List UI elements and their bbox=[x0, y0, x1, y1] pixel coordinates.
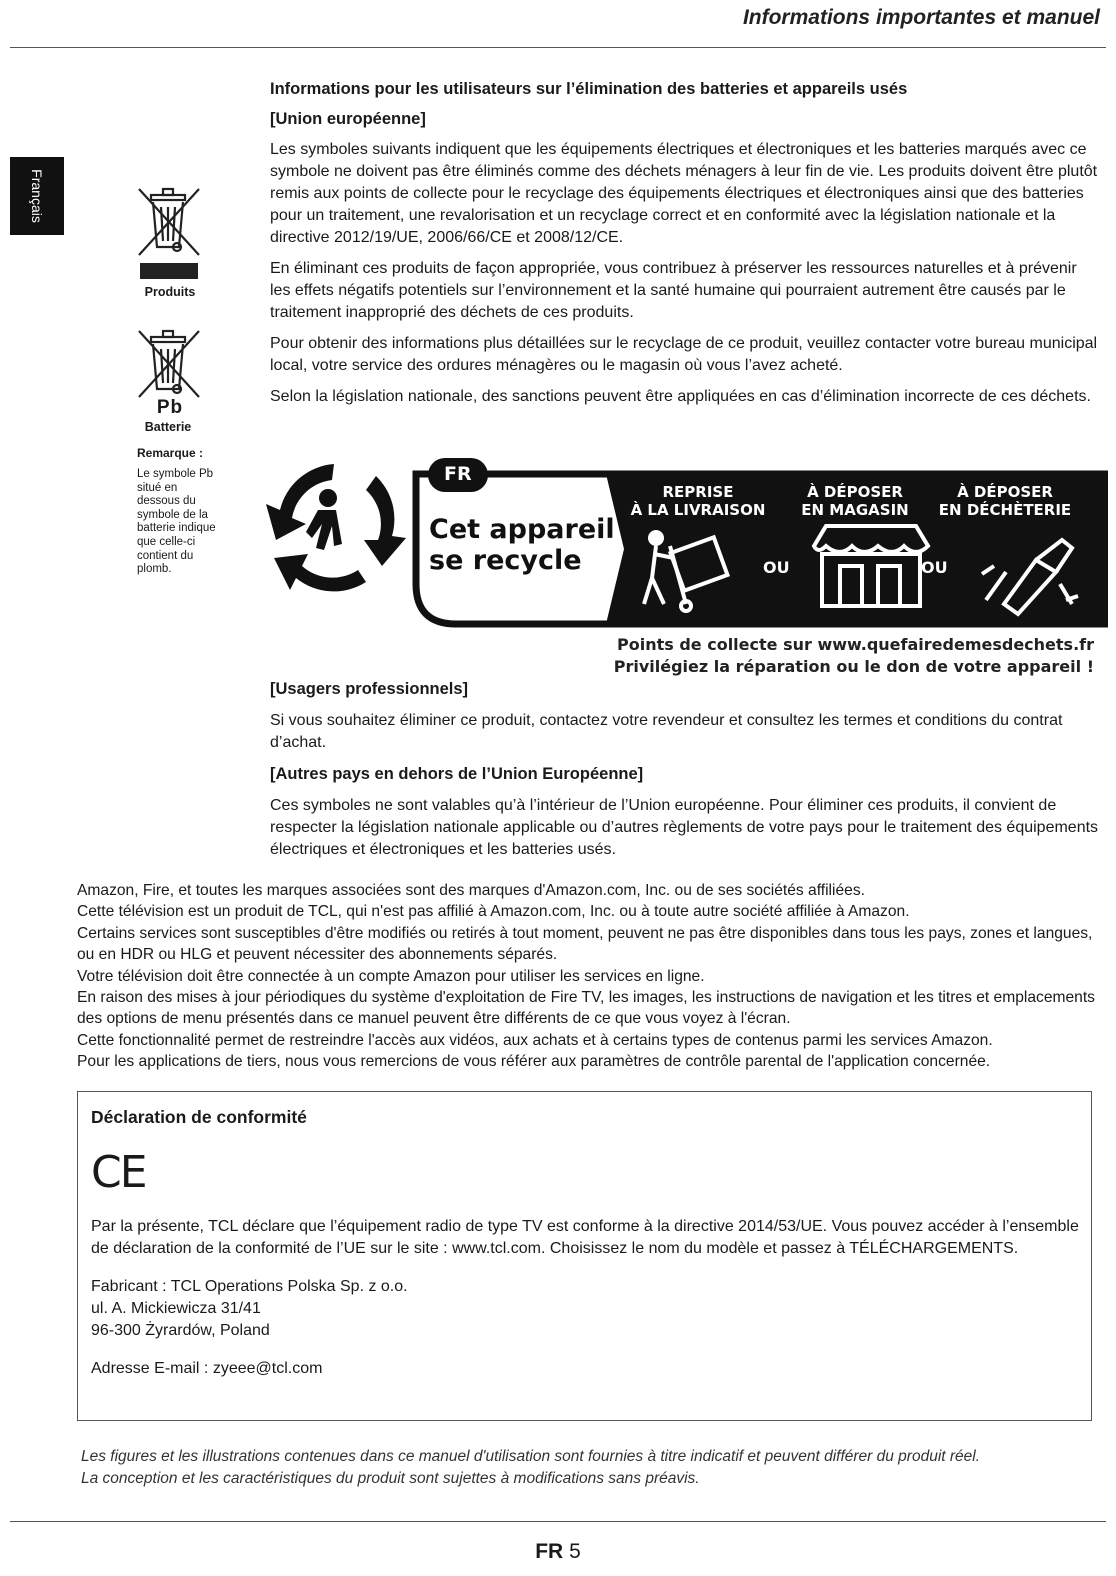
weee-product-icon bbox=[135, 185, 203, 285]
language-tab-label: Français bbox=[29, 169, 45, 223]
lead-symbol: Pb bbox=[156, 397, 184, 418]
amazon-line-6: Cette fonctionnalité permet de restreindre l'accès aux vidéos, aux achats et à certains types de contenus parmi les services Amazon. bbox=[77, 1031, 993, 1049]
page-index: 5 bbox=[569, 1540, 581, 1563]
or-label-2: OU bbox=[921, 558, 948, 577]
store-icon bbox=[814, 526, 928, 606]
page-prefix: FR bbox=[535, 1540, 564, 1563]
eu-heading: [Union européenne] bbox=[270, 110, 426, 128]
weee-battery-icon bbox=[135, 327, 203, 404]
amazon-line-4: Votre télévision doit être connectée à un compte Amazon pour utiliser les services en ligne. bbox=[77, 967, 705, 985]
option-dump-line2: EN DÉCHÈTERIE bbox=[938, 501, 1072, 519]
declaration-text: Par la présente, TCL déclare que l’équipement radio de type TV est conforme à la directive 2014/53/UE. Vous pouvez accéder à l’ensemble de déclaration de la conformité de l’UE sur le site : www.tcl.com. Choisissez le nom du modèle et passez à TÉLÉCHARGEMENTS. bbox=[91, 1218, 1079, 1257]
product-icon-label: Produits bbox=[144, 285, 196, 299]
manufacturer: Fabricant : TCL Operations Polska Sp. z o.o. bbox=[91, 1278, 408, 1295]
collection-points-line2: Privilégiez la réparation ou le don de votre appareil ! bbox=[613, 657, 1094, 676]
option-dump-line1: À DÉPOSER bbox=[957, 483, 1053, 501]
pro-heading: [Usagers professionnels] bbox=[270, 680, 469, 698]
remark-text: Le symbole Pb situé en dessous du symbole de la batterie indique que celle-ci contient du plomb. bbox=[137, 468, 216, 576]
amazon-notices bbox=[77, 880, 1107, 1073]
disclaimer-line-2: La conception et les caractéristiques du produit sont sujettes à modifications sans préavis. bbox=[81, 1470, 700, 1487]
amazon-line-3: Certains services sont susceptibles d'être modifiés ou retirés à tout moment, peuvent ne pas être disponibles dans tous les pays, zones et langues, ou en HDR ou HLG et peuvent nécessiter des abonnements séparés. bbox=[77, 924, 1093, 964]
language-tab bbox=[10, 157, 64, 235]
delivery-icon bbox=[644, 532, 727, 611]
other-heading: [Autres pays en dehors de l’Union Européenne] bbox=[270, 765, 644, 783]
amazon-line-2: Cette télévision est un produit de TCL, qui n'est pas affilié à Amazon.com, Inc. ou à toute autre société affiliée à Amazon. bbox=[77, 903, 910, 921]
option-store-line2: EN MAGASIN bbox=[801, 501, 909, 519]
option-delivery-line2: À LA LIVRAISON bbox=[630, 501, 766, 519]
contact-email: Adresse E-mail : zyeee@tcl.com bbox=[91, 1360, 323, 1377]
disclaimer-line-1: Les figures et les illustrations contenues dans ce manuel d'utilisation sont fournies à titre indicatif et peuvent différer du produit réel. bbox=[81, 1448, 981, 1465]
header-divider bbox=[10, 47, 1106, 48]
recycle-main-line2: se recycle bbox=[429, 545, 582, 576]
disposal-info-2 bbox=[270, 678, 1100, 861]
recycle-logo bbox=[266, 454, 1108, 684]
manufacturer-address-2: 96-300 Żyrardów, Poland bbox=[91, 1322, 270, 1339]
remark-title: Remarque : bbox=[137, 446, 204, 460]
eu-paragraph-2: En éliminant ces produits de façon appropriée, vous contribuez à préserver les ressources naturelles et à prévenir les effets négatifs potentiels sur l’environnement et la santé humaine qui pourraient autrement être causés par le traitement inapproprié des déchets de ces produits. bbox=[270, 260, 1077, 321]
declaration-title: Déclaration de conformité bbox=[91, 1107, 307, 1127]
amazon-line-1: Amazon, Fire, et toutes les marques associées sont des marques d'Amazon.com, Inc. ou de ses sociétés affiliées. bbox=[77, 882, 865, 899]
dump-icon bbox=[982, 540, 1078, 614]
amazon-line-7: Pour les applications de tiers, nous vous remercions de vous référer aux paramètres de contrôle parental de l'application concernée. bbox=[77, 1053, 991, 1071]
or-label-1: OU bbox=[763, 558, 790, 577]
eu-paragraph-3: Pour obtenir des informations plus détaillées sur le recyclage de ce produit, veuillez contacter votre bureau municipal local, votre service des ordures ménagères ou le magasin où vous l’avez acheté. bbox=[270, 335, 1098, 374]
other-text: Ces symboles ne sont valables qu’à l’intérieur de l’Union européenne. Pour éliminer ces produits, il convient de respecter la législation nationale applicable ou d’autres règlements de votre pays pour le traitement des équipements électriques et électroniques et les batteries usés. bbox=[270, 797, 1099, 858]
disclaimer bbox=[81, 1446, 1101, 1490]
amazon-line-5: En raison des mises à jour périodiques du système d'exploitation de Fire TV, les images, les instructions de navigation et les titres et emplacements des options de menu présentés dans ce manuel peuvent être différents de ce que vous voyez à l'écran. bbox=[77, 989, 1095, 1028]
option-delivery-line1: REPRISE bbox=[662, 483, 734, 501]
footer-divider bbox=[10, 1521, 1106, 1522]
ce-mark: CE bbox=[91, 1147, 146, 1198]
collection-points bbox=[454, 634, 1094, 678]
page-number bbox=[0, 1540, 1116, 1564]
country-badge: FR bbox=[444, 463, 472, 485]
option-store-line1: À DÉPOSER bbox=[807, 483, 903, 501]
eu-paragraph-4: Selon la législation nationale, des sanctions peuvent être appliquées en cas d’élimination incorrecte de ces déchets. bbox=[270, 388, 1091, 405]
page-header-title: Informations importantes et manuel bbox=[742, 6, 1100, 29]
collection-points-line1: Points de collecte sur www.quefairedemesdechets.fr bbox=[617, 635, 1094, 654]
eu-paragraph-1: Les symboles suivants indiquent que les équipements électriques et électroniques et les batteries marqués avec ce symbole ne doivent pas être éliminés comme des déchets ménagers à leur fin de vie. Les produits doivent être plutôt remis aux points de collecte pour le recyclage des équipements électriques et électroniques ainsi que des batteries pour un traitement, une revalorisation et un recyclage correct et en conformité avec la législation nationale et la directive 2012/19/UE, 2006/66/CE et 2008/12/CE. bbox=[270, 141, 1098, 246]
manufacturer-address-1: ul. A. Mickiewicza 31/41 bbox=[91, 1300, 261, 1317]
recycle-main-line1: Cet appareil bbox=[429, 514, 615, 545]
disposal-title: Informations pour les utilisateurs sur l’élimination des batteries et appareils usés bbox=[270, 80, 908, 98]
pro-text: Si vous souhaitez éliminer ce produit, contactez votre revendeur et consultez les termes et conditions du contrat d’achat. bbox=[270, 712, 1063, 751]
disposal-info bbox=[270, 78, 1100, 408]
declaration-box bbox=[77, 1091, 1092, 1421]
battery-icon-label: Batterie bbox=[144, 420, 192, 434]
